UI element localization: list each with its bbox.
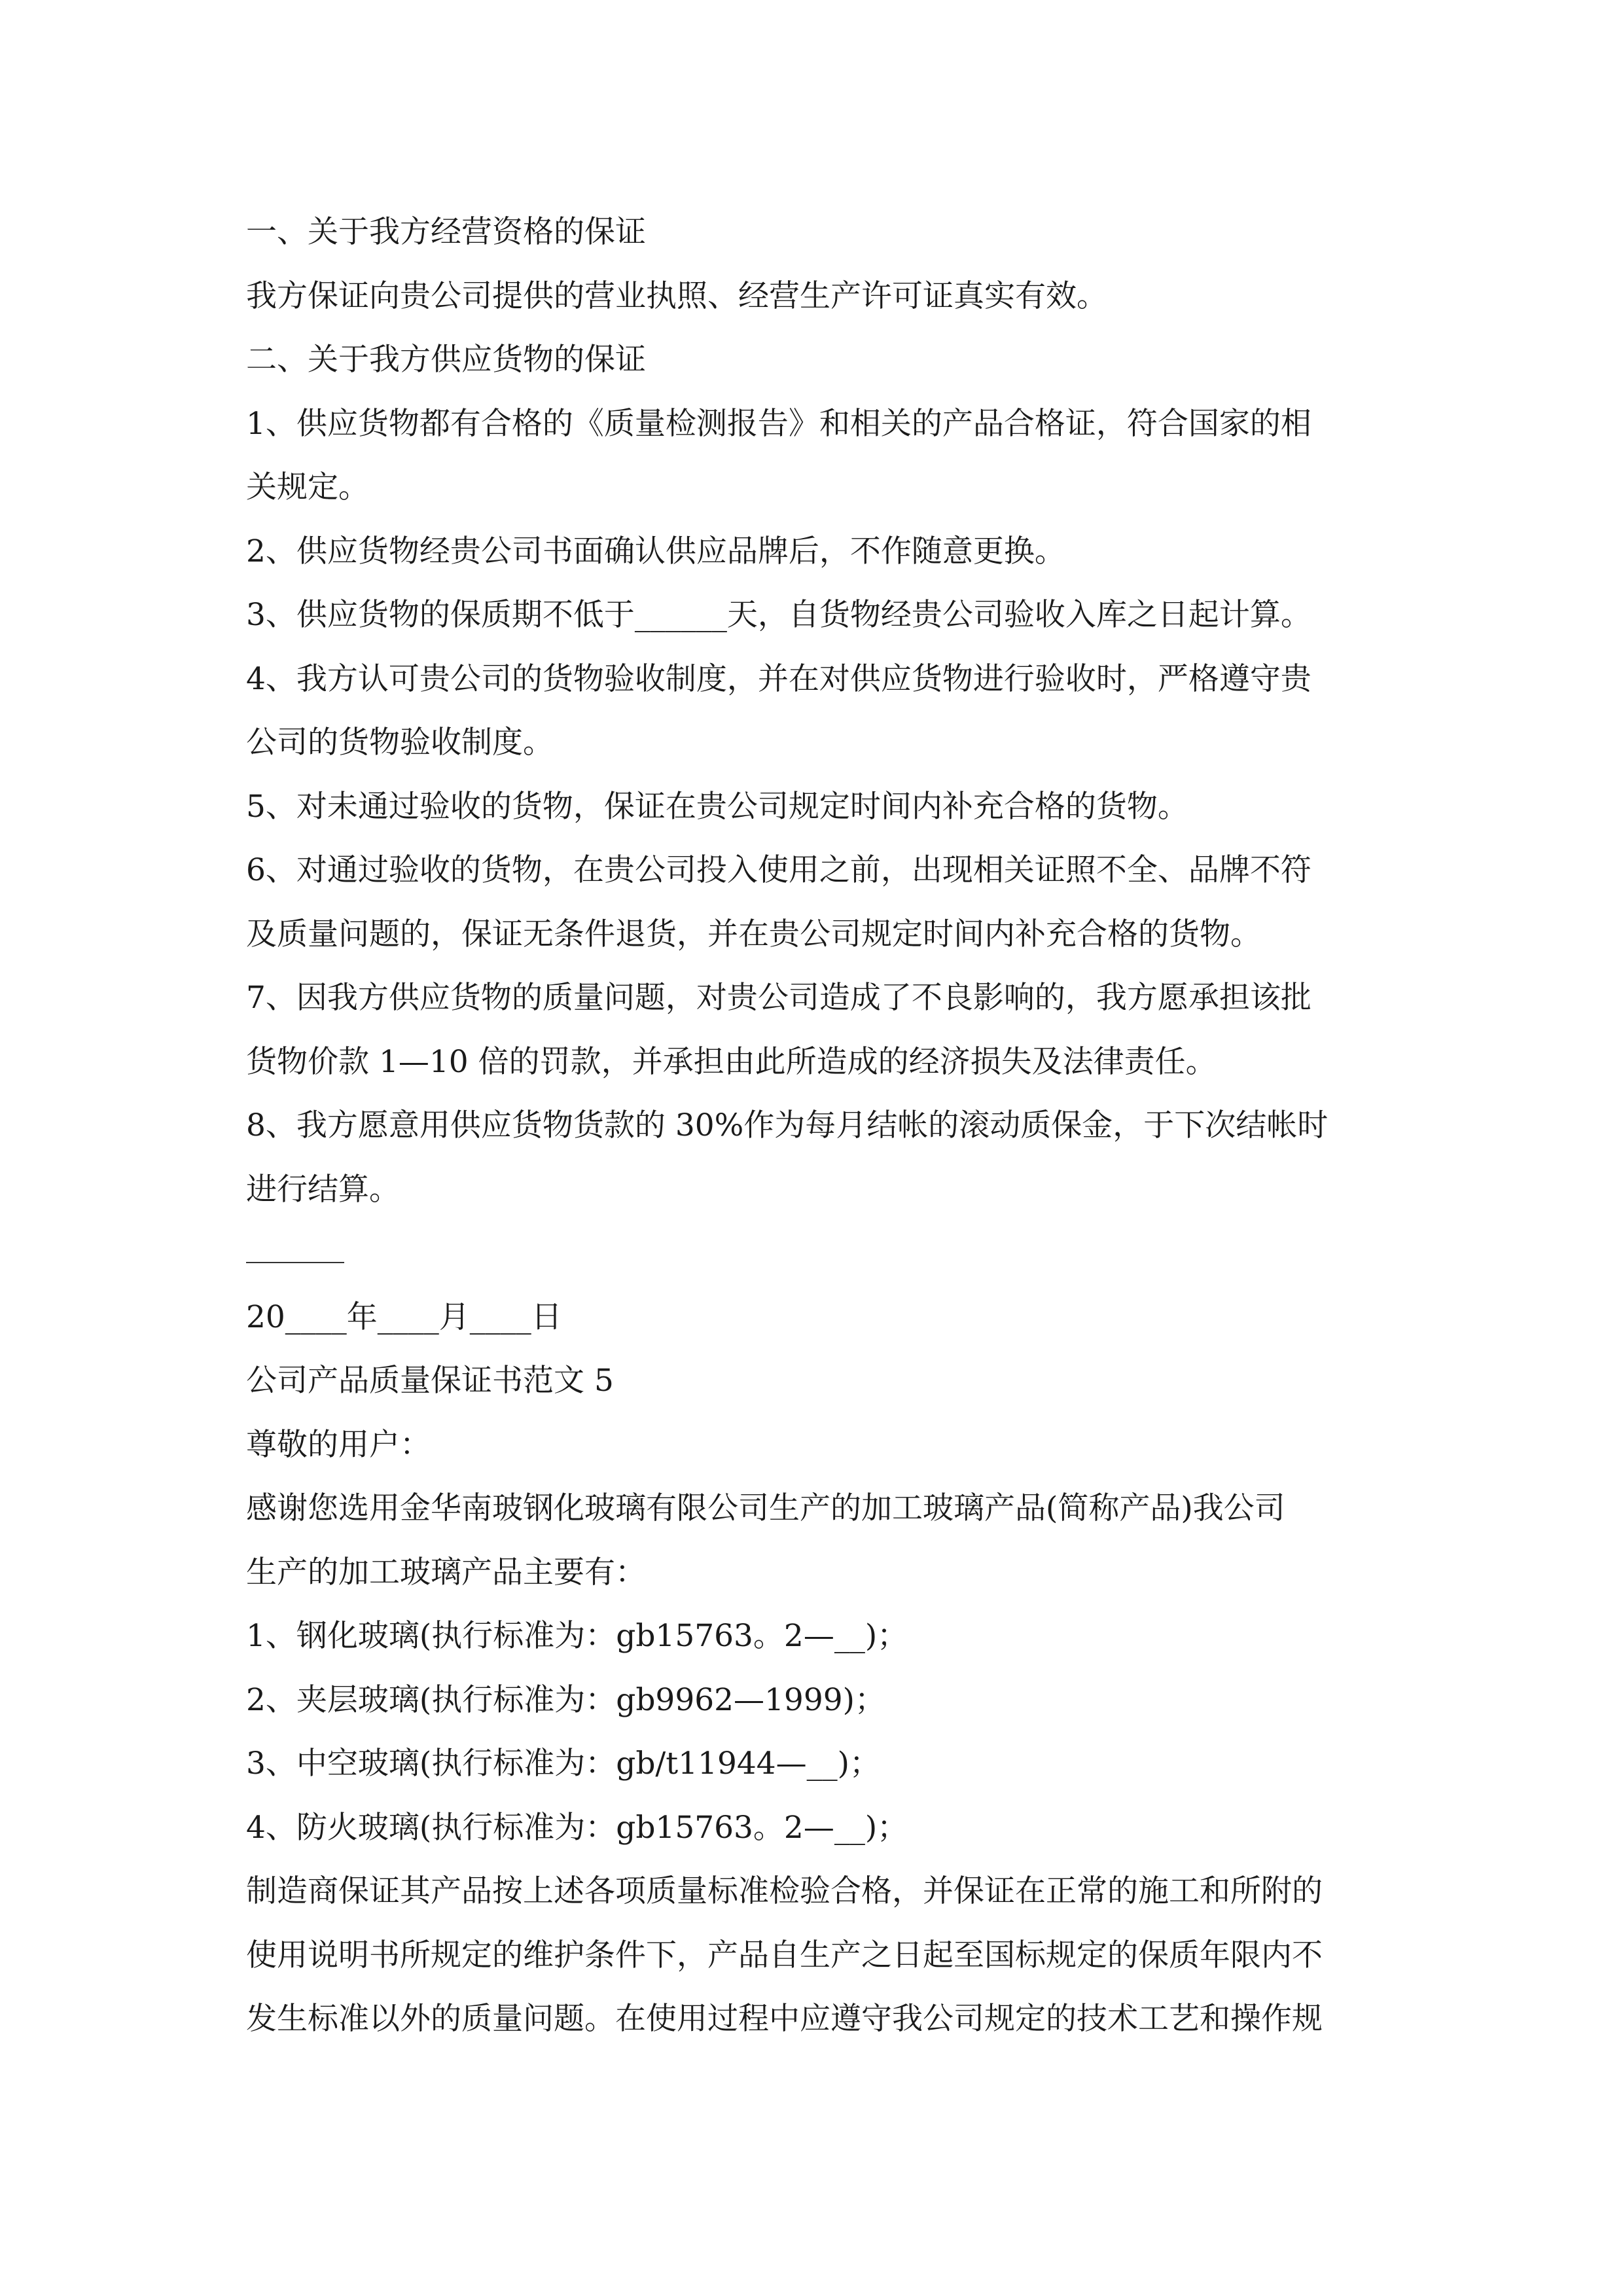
document-title: 公司产品质量保证书范文 5 (246, 1363, 614, 1399)
list-item-1: 1、供应货物都有合格的《质量检测报告》和相关的产品合格证，符合国家的相 (246, 405, 1311, 442)
body-line: 发生标准以外的质量问题。在使用过程中应遵守我公司规定的技术工艺和操作规 (246, 2001, 1323, 2037)
list-item-4: 4、我方认可贵公司的货物验收制度，并在对供应货物进行验收时，严格遵守贵 (246, 660, 1311, 697)
body-line: 制造商保证其产品按上述各项质量标准检验合格，并保证在正常的施工和所附的 (246, 1873, 1323, 1909)
list-item-6-continued: 及质量问题的，保证无条件退货，并在贵公司规定时间内补充合格的货物。 (246, 916, 1261, 952)
list-item-8: 8、我方愿意用供应货物货款的 30%作为每月结帐的滚动质保金，于下次结帐时 (246, 1107, 1329, 1143)
list-item-3: 3、供应货物的保质期不低于______天，自货物经贵公司验收入库之日起计算。 (246, 597, 1311, 633)
salutation: 尊敬的用户： (246, 1426, 431, 1463)
list-item-7-continued: 货物价款 1—10 倍的罚款，并承担由此所造成的经济损失及法律责任。 (246, 1043, 1217, 1080)
product-item-fireproof-glass: 4、防火玻璃(执行标准为：gb15763。2—__)； (246, 1809, 908, 1846)
list-item-1-continued: 关规定。 (246, 469, 369, 505)
list-item-2: 2、供应货物经贵公司书面确认供应品牌后，不作随意更换。 (246, 533, 1065, 569)
product-item-laminated-glass: 2、夹层玻璃(执行标准为：gb9962—1999)； (246, 1681, 885, 1718)
section-heading-goods: 二、关于我方供应货物的保证 (246, 342, 646, 378)
list-item-4-continued: 公司的货物验收制度。 (246, 725, 554, 761)
body-line: 感谢您选用金华南玻钢化玻璃有限公司生产的加工玻璃产品(简称产品)我公司 (246, 1490, 1285, 1526)
list-item-8-continued: 进行结算。 (246, 1171, 400, 1208)
date-line: 20____年____月____日 (246, 1299, 562, 1335)
paragraph: 我方保证向贵公司提供的营业执照、经营生产许可证真实有效。 (246, 278, 1107, 314)
document-body (246, 200, 1385, 2051)
body-line: 生产的加工玻璃产品主要有： (246, 1554, 646, 1590)
list-item-6: 6、对通过验收的货物，在贵公司投入使用之前，出现相关证照不全、品牌不符 (246, 852, 1311, 888)
product-item-insulating-glass: 3、中空玻璃(执行标准为：gb/t11944—__)； (246, 1746, 880, 1782)
list-item-5: 5、对未通过验收的货物，保证在贵公司规定时间内补充合格的货物。 (246, 788, 1188, 825)
list-item-7: 7、因我方供应货物的质量问题，对贵公司造成了不良影响的，我方愿承担该批 (246, 980, 1311, 1016)
body-line: 使用说明书所规定的维护条件下，产品自生产之日起至国标规定的保质年限内不 (246, 1937, 1323, 1973)
signature-line (246, 1221, 1385, 1285)
product-item-tempered-glass: 1、钢化玻璃(执行标准为：gb15763。2—__)； (246, 1618, 908, 1654)
signature-underline (246, 1262, 344, 1263)
section-heading-qualification: 一、关于我方经营资格的保证 (246, 214, 646, 250)
